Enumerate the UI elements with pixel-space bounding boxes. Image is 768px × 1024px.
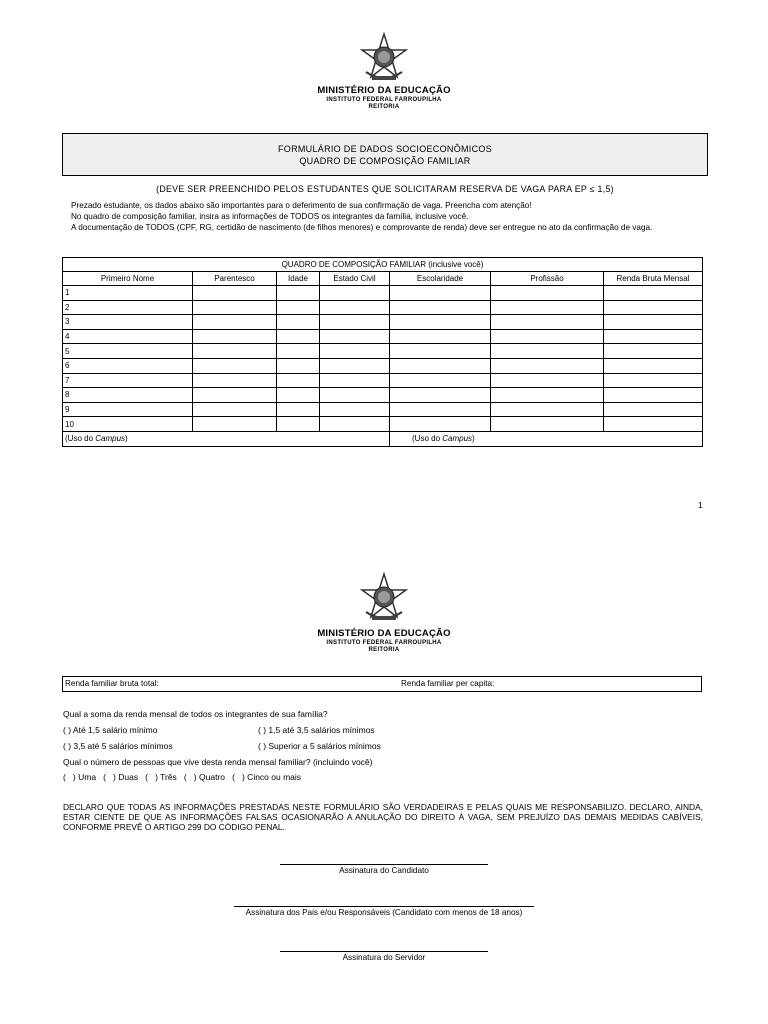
institute-name: INSTITUTO FEDERAL FARROUPILHA xyxy=(326,640,442,646)
row-number: 2 xyxy=(63,300,193,315)
table-cell[interactable] xyxy=(390,373,491,388)
table-cell[interactable] xyxy=(193,315,277,330)
table-cell[interactable] xyxy=(193,329,277,344)
col-header: Parentesco xyxy=(193,272,277,286)
table-cell[interactable] xyxy=(193,402,277,417)
unit-name: REITORIA xyxy=(368,104,400,110)
row-number: 8 xyxy=(63,388,193,403)
campus-use-right: (Uso do Campus) xyxy=(390,431,703,446)
signature-label: Assinatura do Servidor xyxy=(342,953,426,962)
renda-per-capita-field[interactable]: Renda familiar per capita: xyxy=(401,679,495,688)
form-title-box xyxy=(62,133,708,176)
table-cell[interactable] xyxy=(491,300,604,315)
table-cell[interactable] xyxy=(491,358,604,373)
table-row[interactable] xyxy=(63,358,703,373)
form-title-line2: QUADRO DE COMPOSIÇÃO FAMILIAR xyxy=(299,156,471,166)
col-header: Estado Civil xyxy=(320,272,390,286)
table-cell[interactable] xyxy=(604,329,703,344)
signature-line-staff[interactable] xyxy=(280,951,488,952)
table-row[interactable] xyxy=(63,373,703,388)
table-cell[interactable] xyxy=(491,388,604,403)
table-row[interactable] xyxy=(63,417,703,432)
table-cell[interactable] xyxy=(277,300,320,315)
table-cell[interactable] xyxy=(193,300,277,315)
table-cell[interactable] xyxy=(491,329,604,344)
form-subtitle: (DEVE SER PREENCHIDO PELOS ESTUDANTES QUE SOLICITARAM RESERVA DE VAGA PARA EP ≤ 1,5) xyxy=(156,184,614,194)
row-number: 6 xyxy=(63,358,193,373)
table-cell[interactable] xyxy=(604,344,703,359)
ministry-title: MINISTÉRIO DA EDUCAÇÃO xyxy=(317,628,451,639)
table-row[interactable] xyxy=(63,388,703,403)
table-row[interactable] xyxy=(63,402,703,417)
table-cell[interactable] xyxy=(320,286,390,301)
table-header-row xyxy=(63,272,703,286)
row-number: 10 xyxy=(63,417,193,432)
table-cell[interactable] xyxy=(320,315,390,330)
table-cell[interactable] xyxy=(193,286,277,301)
renda-total-field[interactable]: Renda familiar bruta total: xyxy=(65,679,159,688)
declaration-text: DECLARO QUE TODAS AS INFORMAÇÕES PRESTADAS NESTE FORMULÁRIO SÃO VERDADEIRAS E PELAS QUAIS ME RESPONSABILIZO. DECLARO, AINDA, ESTAR CIENTE DE QUE AS INFORMAÇÕES FALSAS OCASIONARÃO A ANULAÇÃO DO DIREITO À VAGA, SEM PREJUÍZO DAS DEMAIS MEDIDAS CABÍVEIS, CONFORME PREVÊ O ARTIGO 299 DO CÓDIGO PENAL. xyxy=(63,802,703,832)
table-cell[interactable] xyxy=(277,344,320,359)
table-cell[interactable] xyxy=(320,329,390,344)
row-number: 5 xyxy=(63,344,193,359)
option-people[interactable]: ( ) Uma ( ) Duas ( ) Três ( ) Quatro ( ) Cinco ou mais xyxy=(63,772,302,782)
table-cell[interactable] xyxy=(320,344,390,359)
table-cell[interactable] xyxy=(277,329,320,344)
signature-line-parents[interactable] xyxy=(234,906,534,907)
table-cell[interactable] xyxy=(491,373,604,388)
instructions xyxy=(71,200,705,233)
table-cell[interactable] xyxy=(390,344,491,359)
table-row[interactable] xyxy=(63,300,703,315)
table-cell[interactable] xyxy=(390,358,491,373)
question-people: Qual o número de pessoas que vive desta renda mensal familiar? (incluindo você) xyxy=(63,757,373,767)
table-cell[interactable] xyxy=(277,286,320,301)
row-number: 7 xyxy=(63,373,193,388)
row-number: 1 xyxy=(63,286,193,301)
table-cell[interactable] xyxy=(320,358,390,373)
table-cell[interactable] xyxy=(320,417,390,432)
table-cell[interactable] xyxy=(277,358,320,373)
table-cell[interactable] xyxy=(491,315,604,330)
option-income-2[interactable]: ( ) 1,5 até 3,5 salários mínimos xyxy=(258,725,375,735)
table-cell[interactable] xyxy=(277,402,320,417)
table-cell[interactable] xyxy=(491,417,604,432)
table-cell[interactable] xyxy=(604,358,703,373)
table-row[interactable] xyxy=(63,344,703,359)
table-cell[interactable] xyxy=(491,286,604,301)
table-cell[interactable] xyxy=(604,300,703,315)
table-cell[interactable] xyxy=(277,315,320,330)
table-cell[interactable] xyxy=(320,373,390,388)
table-cell[interactable] xyxy=(277,417,320,432)
table-cell[interactable] xyxy=(320,388,390,403)
table-cell[interactable] xyxy=(390,315,491,330)
table-cell[interactable] xyxy=(390,417,491,432)
question-income: Qual a soma da renda mensal de todos os integrantes de sua família? xyxy=(63,709,328,719)
page-number: 1 xyxy=(698,500,703,510)
table-cell[interactable] xyxy=(320,300,390,315)
table-cell[interactable] xyxy=(193,373,277,388)
institute-name: INSTITUTO FEDERAL FARROUPILHA xyxy=(326,97,442,103)
brazil-coat-of-arms-emblem xyxy=(358,572,410,624)
table-cell[interactable] xyxy=(604,388,703,403)
option-income-4[interactable]: ( ) Superior a 5 salários mínimos xyxy=(258,741,381,751)
col-header: Idade xyxy=(277,272,320,286)
row-number: 4 xyxy=(63,329,193,344)
signature-line-candidate[interactable] xyxy=(280,864,488,865)
table-cell[interactable] xyxy=(604,315,703,330)
table-cell[interactable] xyxy=(193,388,277,403)
table-cell[interactable] xyxy=(604,286,703,301)
col-header: Escolaridade xyxy=(390,272,491,286)
table-cell[interactable] xyxy=(277,388,320,403)
table-cell[interactable] xyxy=(390,388,491,403)
table-cell[interactable] xyxy=(491,402,604,417)
form-title-line1: FORMULÁRIO DE DADOS SOCIOECONÔMICOS xyxy=(277,144,493,154)
table-cell[interactable] xyxy=(193,344,277,359)
ministry-title: MINISTÉRIO DA EDUCAÇÃO xyxy=(317,85,451,96)
signature-label: Assinatura dos Pais e/ou Responsáveis (Candidato com menos de 18 anos) xyxy=(245,908,523,917)
col-header: Primeiro Nome xyxy=(63,272,193,286)
table-cell[interactable] xyxy=(320,402,390,417)
table-row[interactable] xyxy=(63,315,703,330)
unit-name: REITORIA xyxy=(368,647,400,653)
option-income-3[interactable]: ( ) 3,5 até 5 salários mínimos xyxy=(63,741,173,751)
table-row[interactable] xyxy=(63,286,703,301)
table-cell[interactable] xyxy=(390,329,491,344)
table-cell[interactable] xyxy=(193,417,277,432)
table-cell[interactable] xyxy=(491,344,604,359)
brazil-coat-of-arms-emblem xyxy=(358,32,410,84)
table-cell[interactable] xyxy=(193,358,277,373)
instruction-line: No quadro de composição familiar, insira as informações de TODOS os integrantes da família, inclusive você. xyxy=(71,212,469,221)
table-cell[interactable] xyxy=(604,402,703,417)
family-composition-table xyxy=(62,257,703,447)
col-header: Profissão xyxy=(491,272,604,286)
option-income-1[interactable]: ( ) Até 1,5 salário mínimo xyxy=(63,725,158,735)
table-cell[interactable] xyxy=(390,286,491,301)
signature-label: Assinatura do Candidato xyxy=(339,866,429,875)
table-cell[interactable] xyxy=(277,373,320,388)
row-number: 3 xyxy=(63,315,193,330)
table-cell[interactable] xyxy=(390,402,491,417)
table-cell[interactable] xyxy=(604,417,703,432)
instruction-line: Prezado estudante, os dados abaixo são importantes para o deferimento de sua confirmação de vaga. Preencha com atenção! xyxy=(71,201,532,210)
col-header: Renda Bruta Mensal xyxy=(604,272,703,286)
table-footer-row xyxy=(63,431,703,446)
table-cell[interactable] xyxy=(390,300,491,315)
renda-box xyxy=(62,676,702,692)
campus-use-left: (Uso do Campus) xyxy=(63,431,390,446)
table-caption: QUADRO DE COMPOSIÇÃO FAMILIAR (inclusive você) xyxy=(63,258,703,272)
instruction-line: A documentação de TODOS (CPF, RG, certidão de nascimento (de filhos menores) e comprovante de renda) deve ser entregue no ato da confirmação de vaga. xyxy=(71,223,653,232)
table-row[interactable] xyxy=(63,329,703,344)
row-number: 9 xyxy=(63,402,193,417)
table-cell[interactable] xyxy=(604,373,703,388)
